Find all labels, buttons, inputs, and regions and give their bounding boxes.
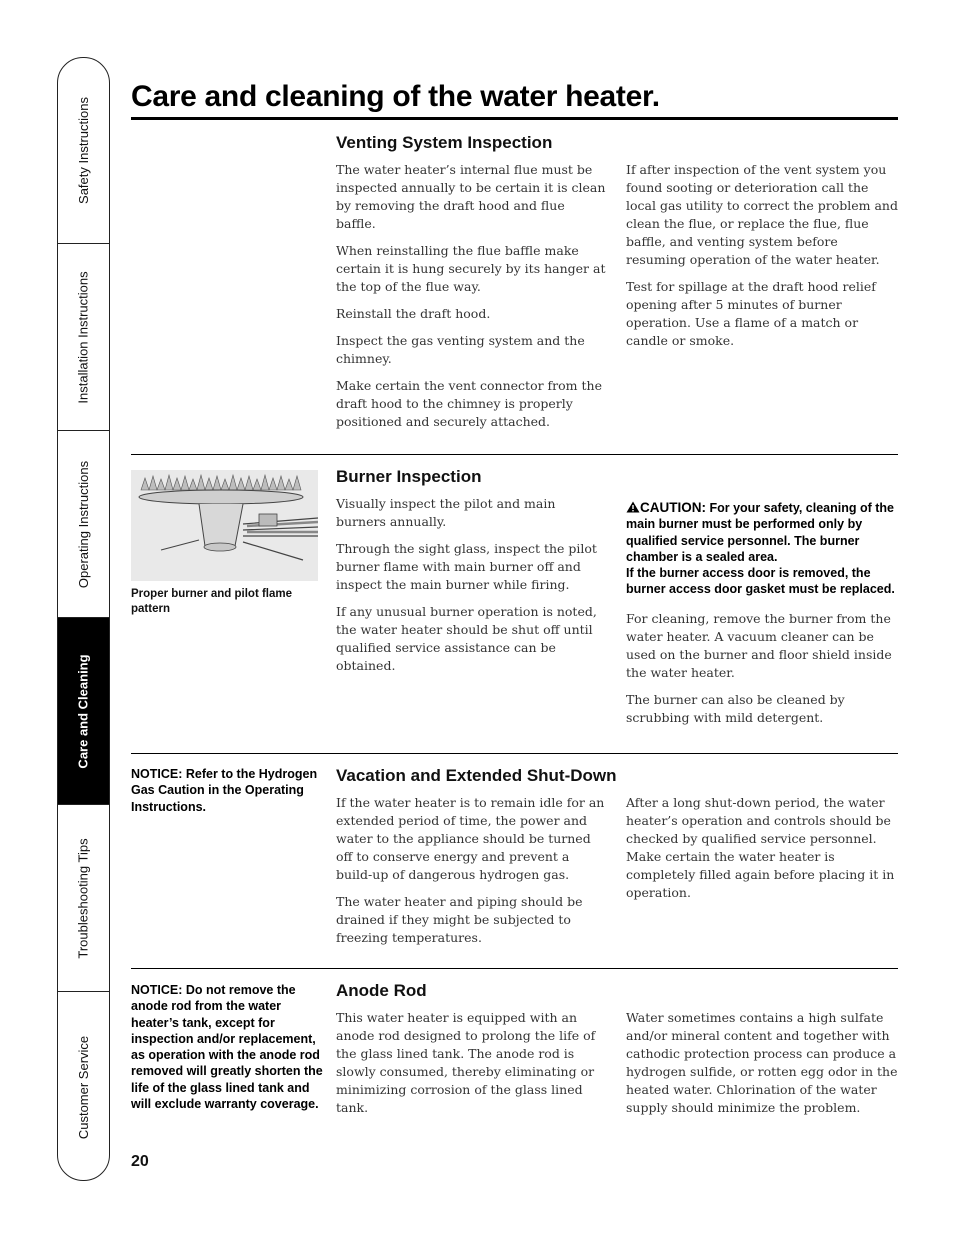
paragraph: Visually inspect the pilot and main burners annually. xyxy=(336,496,556,529)
tab-operating-instructions[interactable] xyxy=(58,431,109,618)
page-title: Care and cleaning of the water heater. xyxy=(131,80,660,113)
warning-triangle-icon xyxy=(626,501,640,513)
burner-image-caption: Proper burner and pilot flame pattern xyxy=(131,588,293,615)
burner-heading: Burner Inspection xyxy=(336,467,482,486)
paragraph: If after inspection of the vent system you found sooting or deterioration call the local gas utility to correct the problem and clean the flue, or replace the flue, flue baffle, and venting system before resuming operation of the water heater. xyxy=(626,162,898,267)
paragraph: After a long shut-down period, the water heater’s operation and controls should be checked by qualified service personnel. Make certain the water heater is completely filled again before placing it in operation. xyxy=(626,795,895,900)
tab-customer-service[interactable] xyxy=(58,992,109,1181)
tab-safety-instructions[interactable] xyxy=(58,58,109,244)
paragraph: Test for spillage at the draft hood relief opening after 5 minutes of burner operation. Use a flame of a match or candle or smoke. xyxy=(626,279,876,348)
anode-column-1 xyxy=(336,1009,608,1126)
paragraph: Make certain the vent connector from the draft hood to the chimney is properly positioned and securely attached. xyxy=(336,378,602,429)
paragraph: Reinstall the draft hood. xyxy=(336,306,491,321)
anode-rod-notice: NOTICE: Do not remove the anode rod from the water heater’s tank, except for inspection and/or replacement, as operation with the anode rod removed will greatly shorten the life of the glass lined tank and will exclude warranty coverage. xyxy=(131,983,323,1112)
caution-label: CAUTION: xyxy=(640,500,706,515)
paragraph: This water heater is equipped with an anode rod designed to prolong the life of the glass lined tank. The anode rod is slowly consumed, thereby eliminating or minimizing corrosion of the glass lined tank. xyxy=(336,1010,596,1115)
tab-label: Care and Cleaning xyxy=(76,653,92,769)
paragraph: The water heater and piping should be drained if they might be subjected to freezing temperatures. xyxy=(336,894,583,945)
paragraph: The water heater’s internal flue must be inspected annually to be certain it is clean by removing the draft hood and flue baffle. xyxy=(336,162,606,231)
tab-label: Installation Instructions xyxy=(76,270,92,404)
tab-label: Troubleshooting Tips xyxy=(76,837,92,959)
tab-installation-instructions[interactable] xyxy=(58,244,109,431)
paragraph: Through the sight glass, inspect the pilot burner flame with main burner off and inspect the main burner while firing. xyxy=(336,541,597,592)
paragraph: If any unusual burner operation is noted, the water heater should be shut off until qualified service assistance can be obtained. xyxy=(336,604,597,673)
burner-column-1 xyxy=(336,495,608,684)
venting-column-2 xyxy=(626,161,898,359)
burner-column-2 xyxy=(626,500,898,736)
paragraph: For cleaning, remove the burner from the water heater. A vacuum cleaner can be used on the burner and floor shield inside the water heater. xyxy=(626,610,892,680)
tab-label: Operating Instructions xyxy=(76,460,91,588)
paragraph: When reinstalling the flue baffle make certain it is hung securely by its hanger at the top of the flue way. xyxy=(336,243,606,294)
hydrogen-notice: NOTICE: Refer to the Hydrogen Gas Caution in the Operating Instructions. xyxy=(131,767,318,814)
caution-text-2: If the burner access door is removed, the burner access door gasket must be replaced. xyxy=(626,566,895,597)
vacation-column-2 xyxy=(626,794,898,911)
paragraph: Inspect the gas venting system and the chimney. xyxy=(336,333,585,366)
anode-heading: Anode Rod xyxy=(336,981,427,1000)
vacation-heading: Vacation and Extended Shut-Down xyxy=(336,766,617,785)
venting-heading: Venting System Inspection xyxy=(336,133,553,152)
burner-flame-illustration xyxy=(131,470,318,581)
vacation-column-1 xyxy=(336,794,608,956)
tab-label: Safety Instructions xyxy=(76,97,92,204)
section-divider xyxy=(131,968,898,969)
caution-notice xyxy=(626,500,898,598)
tab-troubleshooting-tips[interactable] xyxy=(58,805,109,992)
title-rule xyxy=(131,117,898,120)
tab-care-and-cleaning[interactable] xyxy=(58,618,109,805)
page-number: 20 xyxy=(131,1153,149,1170)
venting-column-1 xyxy=(336,161,608,440)
paragraph: Water sometimes contains a high sulfate and/or mineral content and together with cathodic protection process can produce a hydrogen sulfide, or rotten egg odor in the heated water. Chlorination of the water supply should minimize the problem. xyxy=(626,1010,898,1115)
caution-text: For your safety, cleaning of the main burner must be performed only by qualified service personnel. The burner chamber is a sealed area. xyxy=(626,501,895,564)
paragraph: If the water heater is to remain idle for an extended period of time, the power and water to the appliance should be turned off to conserve energy and prevent a build-up of dangerous hydrogen gas. xyxy=(336,795,605,882)
paragraph: The burner can also be cleaned by scrubbing with mild detergent. xyxy=(626,691,845,725)
section-tab-strip xyxy=(57,57,110,1181)
section-divider xyxy=(131,454,898,455)
anode-column-2 xyxy=(626,1009,898,1126)
tab-label: Customer Service xyxy=(76,1035,91,1139)
section-divider xyxy=(131,753,898,754)
